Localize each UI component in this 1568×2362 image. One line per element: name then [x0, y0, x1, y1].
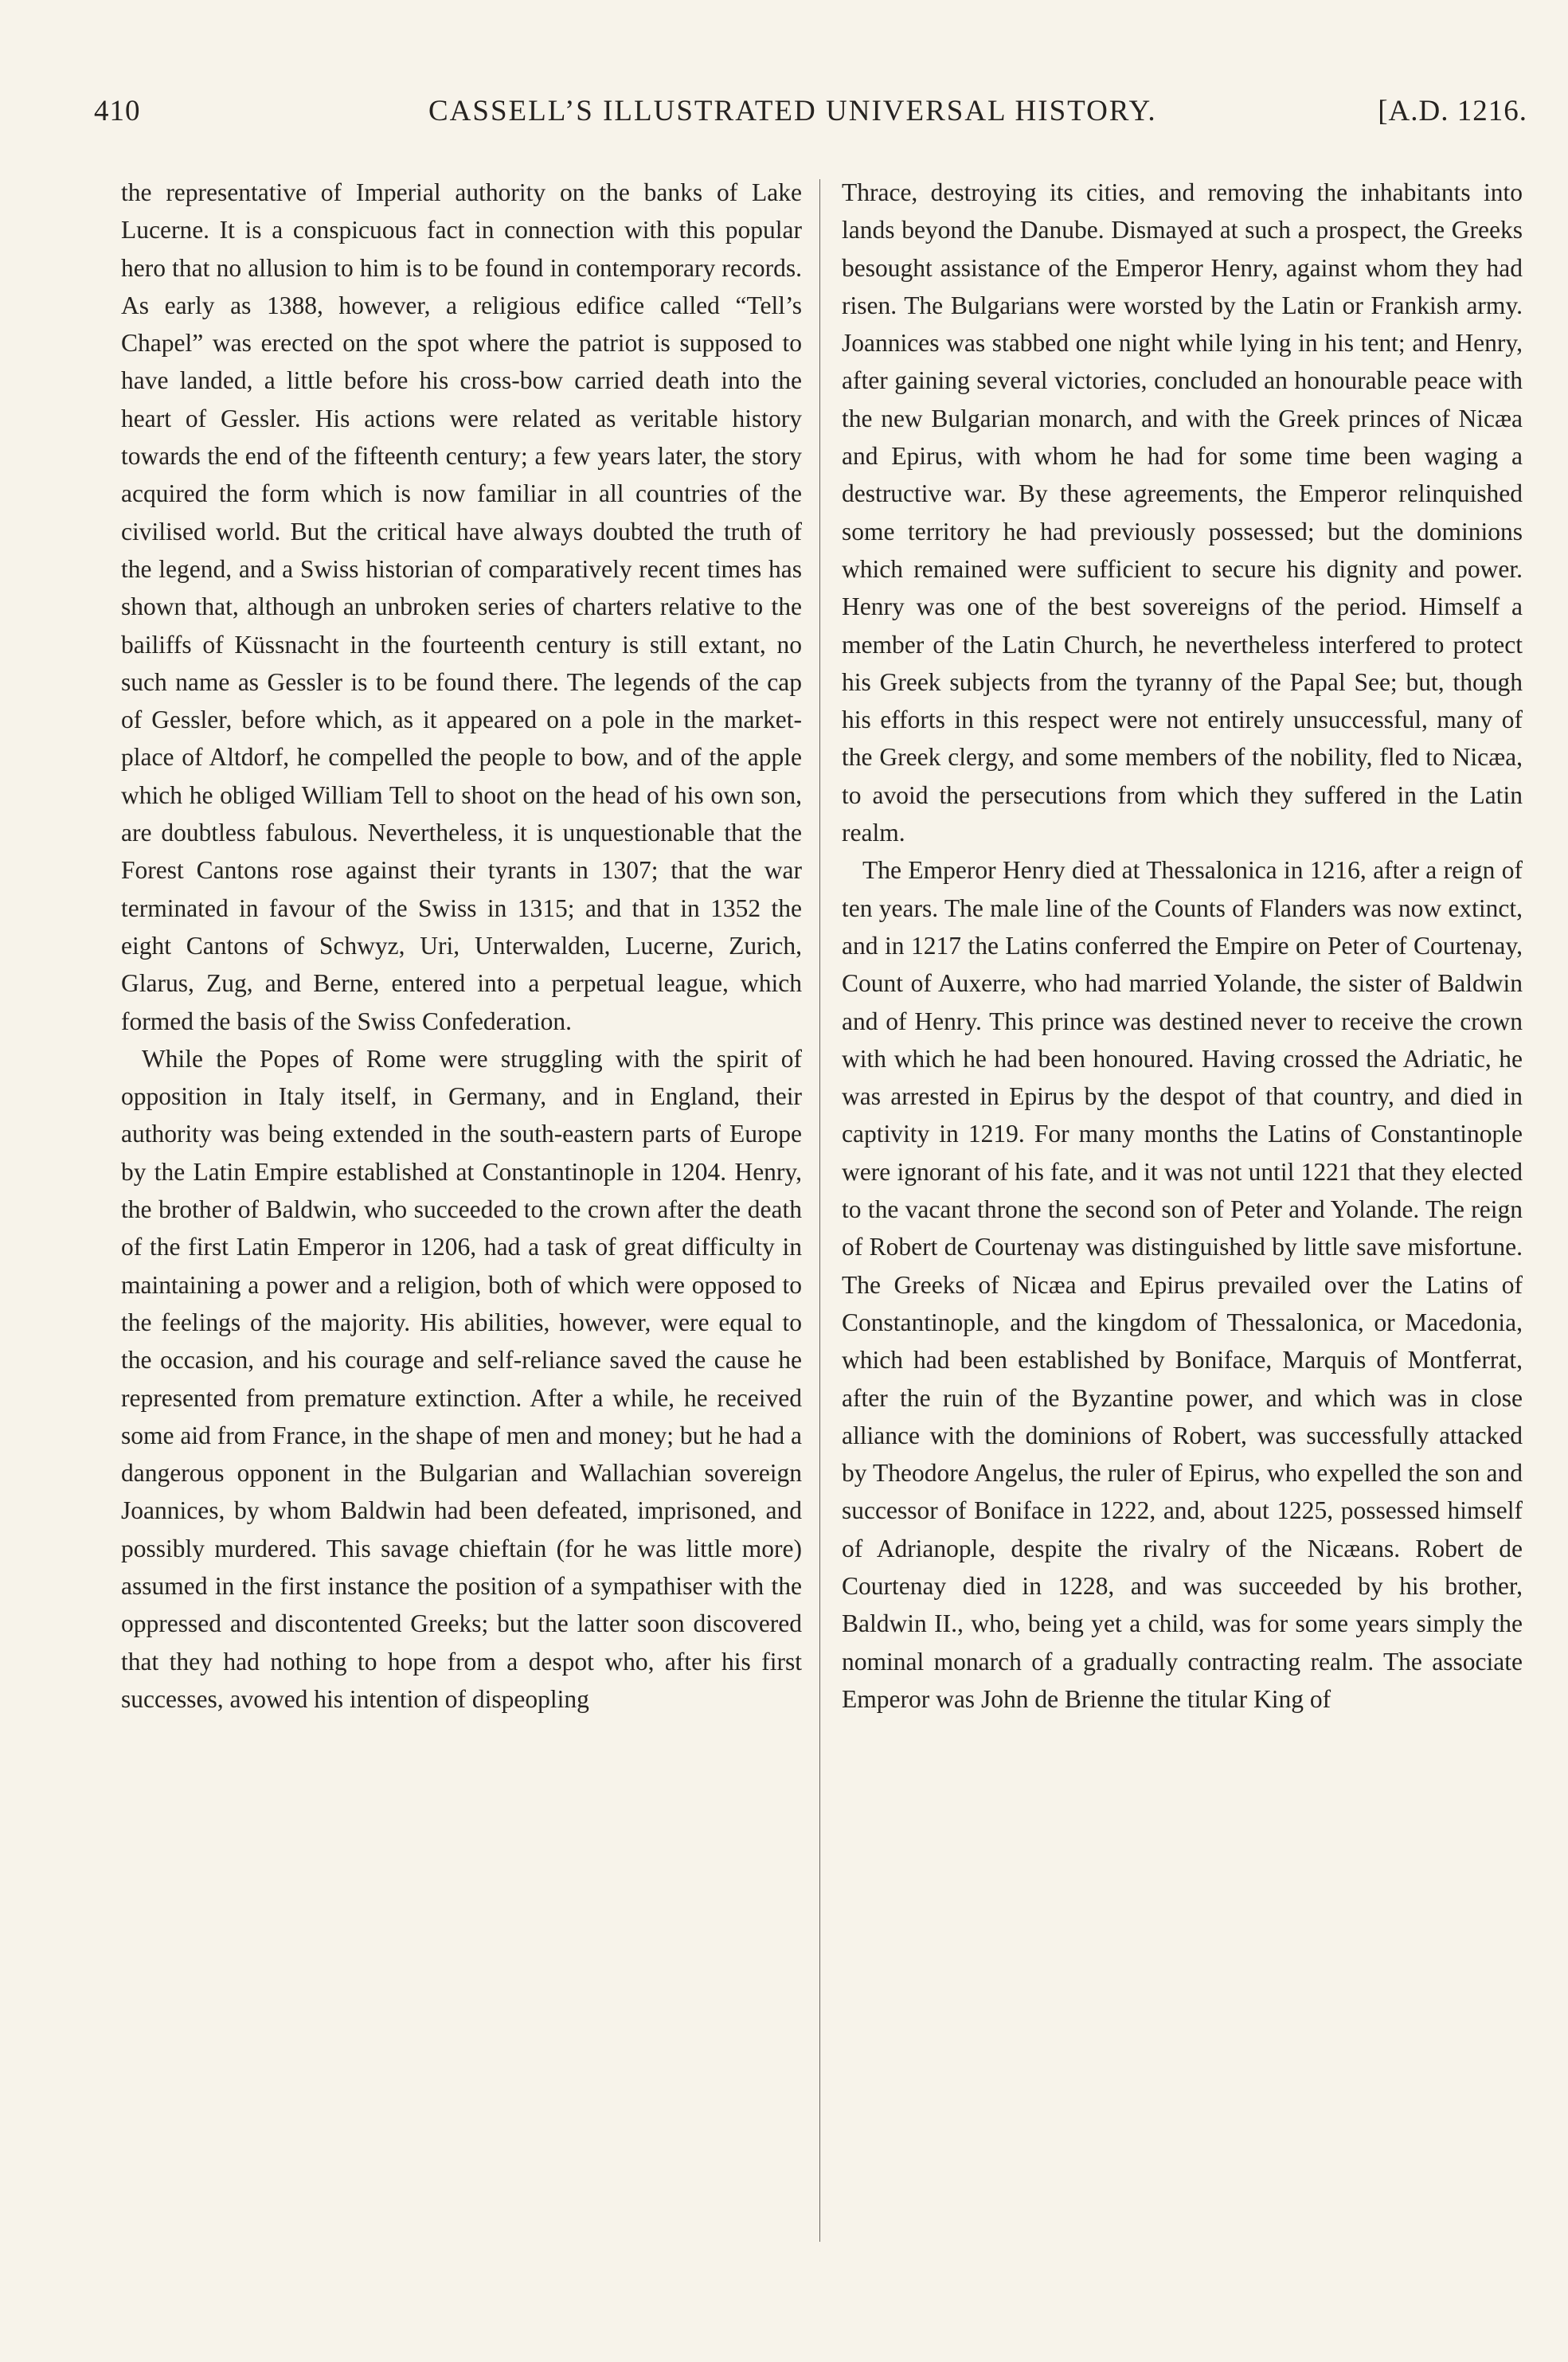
- running-title: CASSELL’S ILLUSTRATED UNIVERSAL HISTORY.: [428, 95, 1157, 127]
- column-divider: [819, 179, 820, 2242]
- paragraph: Thrace, destroying its cities, and removing the inhabitants into lands beyond the Danube. Dismayed at such a prospect, the Greeks besought assistance of the Emperor Henry, against whom they had risen. The Bulgarians were worsted by the Latin or Frankish army. Joannices was stabbed one night while lying in his tent; and Henry, after gaining several victories, concluded an honourable peace with the new Bulgarian monarch, and with the Greek princes of Nicæa and Epirus, with whom he had for some time been waging a destructive war. By these agreements, the Emperor relinquished some territory he had previously possessed; but the dominions which remained were sufficient to secure his dignity and power. Henry was one of the best sovereigns of the period. Himself a member of the Latin Church, he nevertheless interfered to protect his Greek subjects from the tyranny of the Papal See; but, though his efforts in this respect were not entirely unsuccessful, many of the Greek clergy, and some members of the nobility, fled to Nicæa, to avoid the persecutions from which they suffered in the Latin realm.: [842, 178, 1523, 847]
- right-column: [842, 174, 1523, 1718]
- paragraph: The Emperor Henry died at Thessalonica in 1216, after a reign of ten years. The male line of the Counts of Flanders was now extinct, and in 1217 the Latins conferred the Empire on Peter of Courtenay, Count of Auxerre, who had married Yolande, the sister of Baldwin and of Henry. This prince was destined never to receive the crown with which he had been honoured. Having crossed the Adriatic, he was arrested in Epirus by the despot of that country, and died in captivity in 1219. For many months the Latins of Constantinople were ignorant of his fate, and it was not until 1221 that they elected to the vacant throne the second son of Peter and Yolande. The reign of Robert de Courtenay was distinguished by little save misfortune. The Greeks of Nicæa and Epirus prevailed over the Latins of Constantinople, and the kingdom of Thessalonica, or Macedonia, which had been established by Boniface, Marquis of Montferrat, after the ruin of the Byzantine power, and which was in close alliance with the dominions of Robert, was successfully attacked by Theodore Angelus, the ruler of Epirus, who expelled the son and successor of Boniface in 1222, and, about 1225, possessed himself of Adrianople, despite the rivalry of the Nicæans. Robert de Courtenay died in 1228, and was succeeded by his brother, Baldwin II., who, being yet a child, was for some years simply the nominal monarch of a gradually contracting realm. The associate Emperor was John de Brienne the titular King of: [842, 856, 1523, 1713]
- running-header: [94, 94, 1527, 142]
- paragraph: the representative of Imperial authority on the banks of Lake Lucerne. It is a conspicuous fact in connection with this popular hero that no allusion to him is to be found in contemporary records. As early as 1388, however, a religious edifice called “Tell’s Chapel” was erected on the spot where the patriot is supposed to have landed, a little before his cross-bow carried death into the heart of Gessler. His actions were related as veritable history towards the end of the fifteenth century; a few years later, the story acquired the form which is now familiar in all countries of the civilised world. But the critical have always doubted the truth of the legend, and a Swiss historian of comparatively recent times has shown that, although an unbroken series of charters relative to the bailiffs of Küssnacht in the fourteenth century is still extant, no such name as Gessler is to be found there. The legends of the cap of Gessler, before which, as it appeared on a pole in the market-place of Altdorf, he compelled the people to bow, and of the apple which he obliged William Tell to shoot on the head of his own son, are doubtless fabulous. Nevertheless, it is unquestionable that the Forest Cantons rose against their tyrants in 1307; that the war terminated in favour of the Swiss in 1315; and that in 1352 the eight Cantons of Schwyz, Uri, Unterwalden, Lucerne, Zurich, Glarus, Zug, and Berne, entered into a perpetual league, which formed the basis of the Swiss Confederation.: [121, 178, 802, 1035]
- paragraph: While the Popes of Rome were struggling with the spirit of opposition in Italy itself, in Germany, and in England, their authority was being extended in the south-eastern parts of Europe by the Latin Empire established at Constantinople in 1204. Henry, the brother of Baldwin, who succeeded to the crown after the death of the first Latin Emperor in 1206, had a task of great difficulty in maintaining a power and a religion, both of which were opposed to the feelings of the majority. His abilities, however, were equal to the occasion, and his courage and self-reliance saved the cause he represented from premature extinction. After a while, he received some aid from France, in the shape of men and money; but he had a dangerous opponent in the Bulgarian and Wallachian sovereign Joannices, by whom Baldwin had been defeated, imprisoned, and possibly murdered. This savage chieftain (for he was little more) assumed in the first instance the position of a sympathiser with the oppressed and discontented Greeks; but the latter soon discovered that they had nothing to hope from a despot who, after his first successes, avowed his intention of dispeopling: [121, 1044, 802, 1713]
- running-date: [A.D. 1216.: [1378, 95, 1527, 127]
- left-column: [121, 174, 802, 1718]
- page-number: 410: [94, 95, 141, 127]
